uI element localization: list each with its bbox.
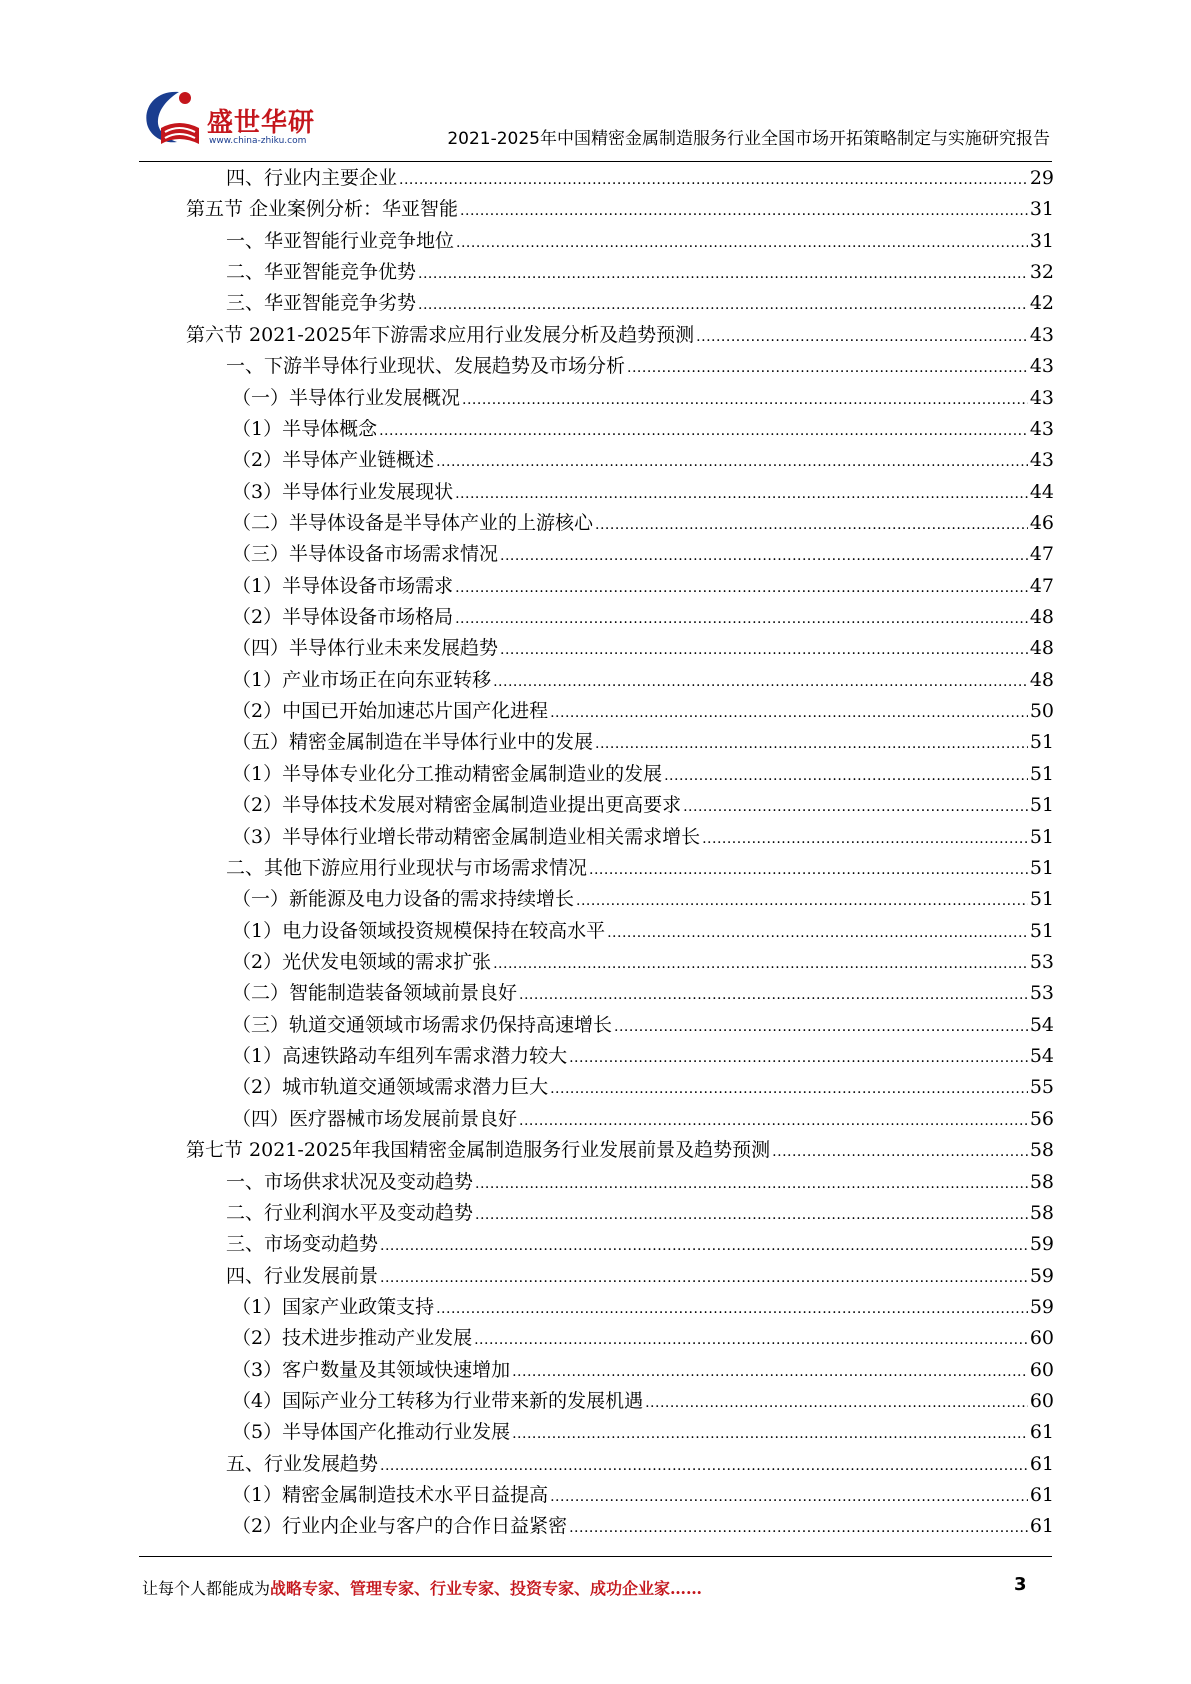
toc-dot-leader <box>589 862 1028 878</box>
toc-entry-title: （2）半导体产业链概述 <box>232 449 435 472</box>
toc-entry-title: 三、市场变动趋势 <box>226 1233 379 1256</box>
toc-entry[interactable] <box>186 665 1054 696</box>
toc-entry-title: 二、行业利润水平及变动趋势 <box>226 1201 474 1224</box>
toc-entry[interactable] <box>186 1104 1054 1135</box>
toc-entry-page: 50 <box>1029 700 1054 723</box>
toc-dot-leader <box>664 768 1028 784</box>
toc-entry[interactable] <box>186 1198 1054 1229</box>
toc-entry-title: （1）国家产业政策支持 <box>232 1295 435 1318</box>
toc-entry-title: （1）半导体设备市场需求 <box>232 574 454 597</box>
toc-dot-leader <box>550 1081 1028 1097</box>
toc-entry-page: 51 <box>1029 762 1054 785</box>
toc-entry-title: （三）轨道交通领域市场需求仍保持高速增长 <box>232 1013 613 1036</box>
toc-dot-leader <box>595 736 1028 752</box>
toc-entry-page: 61 <box>1029 1484 1054 1507</box>
toc-entry-title: （四）半导体行业未来发展趋势 <box>232 637 499 660</box>
toc-entry[interactable] <box>186 853 1054 884</box>
toc-entry[interactable] <box>186 508 1054 539</box>
toc-entry[interactable] <box>186 1010 1054 1041</box>
toc-entry-title: （五）精密金属制造在半导体行业中的发展 <box>232 731 594 754</box>
toc-entry[interactable] <box>186 602 1054 633</box>
toc-entry-title: 五、行业发展趋势 <box>226 1452 379 1475</box>
toc-entry[interactable] <box>186 1480 1054 1511</box>
toc-dot-leader <box>772 1144 1028 1160</box>
toc-entry-title: （四）医疗器械市场发展前景良好 <box>232 1107 518 1130</box>
toc-entry-title: （1）半导体专业化分工推动精密金属制造业的发展 <box>232 762 663 785</box>
toc-entry-page: 46 <box>1029 511 1054 534</box>
document-title: 2021-2025年中国精密金属制造服务行业全国市场开拓策略制定与实施研究报告 <box>447 129 1050 149</box>
toc-entry[interactable] <box>186 226 1054 257</box>
toc-dot-leader <box>493 674 1028 690</box>
toc-dot-leader <box>475 1207 1028 1223</box>
toc-entry[interactable] <box>186 414 1054 445</box>
toc-dot-leader <box>462 392 1028 408</box>
toc-entry-title: （一）半导体行业发展概况 <box>232 386 461 409</box>
toc-entry-title: （2）技术进步推动产业发展 <box>232 1327 473 1350</box>
toc-entry-page: 58 <box>1029 1201 1054 1224</box>
toc-entry-title: （3）半导体行业增长带动精密金属制造业相关需求增长 <box>232 825 701 848</box>
toc-entry-page: 42 <box>1029 292 1054 315</box>
toc-dot-leader <box>379 423 1028 439</box>
toc-entry[interactable] <box>186 1511 1054 1542</box>
toc-entry[interactable] <box>186 194 1054 225</box>
toc-entry-page: 54 <box>1029 1013 1054 1036</box>
toc-dot-leader <box>474 1332 1028 1348</box>
toc-entry-title: （三）半导体设备市场需求情况 <box>232 543 499 566</box>
toc-entry-title: 一、市场供求状况及变动趋势 <box>226 1170 474 1193</box>
toc-dot-leader <box>627 360 1028 376</box>
toc-entry-page: 53 <box>1029 950 1054 973</box>
toc-entry-page: 29 <box>1029 167 1054 189</box>
toc-entry-title: （3）客户数量及其领域快速增加 <box>232 1358 511 1381</box>
toc-entry-page: 59 <box>1029 1264 1054 1287</box>
toc-entry-page: 58 <box>1029 1139 1054 1162</box>
toc-entry-title: 四、行业内主要企业 <box>226 167 398 189</box>
toc-entry[interactable] <box>186 978 1054 1009</box>
toc-dot-leader <box>512 1364 1028 1380</box>
toc-entry-page: 51 <box>1029 825 1054 848</box>
toc-entry[interactable] <box>186 1449 1054 1480</box>
toc-entry-title: （1）产业市场正在向东亚转移 <box>232 668 492 691</box>
toc-entry[interactable] <box>186 445 1054 476</box>
toc-dot-leader <box>576 893 1028 909</box>
toc-entry-page: 55 <box>1029 1076 1054 1099</box>
toc-entry-title: 四、行业发展前景 <box>226 1264 379 1287</box>
toc-entry-title: （二）半导体设备是半导体产业的上游核心 <box>232 511 594 534</box>
toc-dot-leader <box>475 1176 1028 1192</box>
toc-entry-page: 43 <box>1029 355 1054 378</box>
toc-entry[interactable] <box>186 383 1054 414</box>
toc-dot-leader <box>418 297 1028 313</box>
toc-entry-title: 第六节 2021-2025年下游需求应用行业发展分析及趋势预测 <box>186 323 695 346</box>
toc-dot-leader <box>519 987 1028 1003</box>
toc-dot-leader <box>455 611 1028 627</box>
toc-dot-leader <box>702 831 1028 847</box>
toc-entry-page: 43 <box>1029 417 1054 440</box>
toc-entry[interactable] <box>186 1323 1054 1354</box>
toc-dot-leader <box>645 1395 1028 1411</box>
toc-entry-page: 60 <box>1029 1327 1054 1350</box>
toc-entry[interactable] <box>186 1292 1054 1323</box>
toc-dot-leader <box>380 1270 1028 1286</box>
toc-entry-page: 48 <box>1029 668 1054 691</box>
toc-entry[interactable] <box>186 320 1054 351</box>
toc-entry-page: 51 <box>1029 794 1054 817</box>
brand-name: 盛世华研 <box>207 108 316 138</box>
toc-entry-page: 44 <box>1029 480 1054 503</box>
toc-entry[interactable] <box>186 759 1054 790</box>
toc-entry[interactable] <box>186 1355 1054 1386</box>
toc-entry[interactable] <box>186 916 1054 947</box>
toc-dot-leader <box>456 235 1028 251</box>
toc-entry-title: （2）行业内企业与客户的合作日益紧密 <box>232 1515 568 1538</box>
toc-dot-leader <box>550 705 1028 721</box>
toc-entry[interactable] <box>186 1417 1054 1448</box>
toc-entry[interactable] <box>186 257 1054 288</box>
toc-entry-title: 三、华亚智能竞争劣势 <box>226 292 417 315</box>
toc-entry[interactable] <box>186 1041 1054 1072</box>
toc-entry-title: 一、华亚智能行业竞争地位 <box>226 229 455 252</box>
toc-entry-title: （1）电力设备领域投资规模保持在较高水平 <box>232 919 606 942</box>
toc-entry-page: 43 <box>1029 323 1054 346</box>
toc-entry[interactable] <box>186 1386 1054 1417</box>
toc-dot-leader <box>500 548 1028 564</box>
toc-entry[interactable] <box>186 822 1054 853</box>
toc-entry-title: （二）智能制造装备领域前景良好 <box>232 982 518 1005</box>
toc-entry-title: （一）新能源及电力设备的需求持续增长 <box>232 888 575 911</box>
toc-entry[interactable] <box>186 539 1054 570</box>
toc-entry[interactable] <box>186 477 1054 508</box>
toc-entry-title: （1）精密金属制造技术水平日益提高 <box>232 1484 549 1507</box>
toc-entry-title: （4）国际产业分工转移为行业带来新的发展机遇 <box>232 1390 644 1413</box>
toc-entry[interactable] <box>186 947 1054 978</box>
toc-entry-page: 47 <box>1029 574 1054 597</box>
toc-entry[interactable] <box>186 790 1054 821</box>
toc-dot-leader <box>519 1113 1028 1129</box>
toc-dot-leader <box>550 1489 1028 1505</box>
toc-entry-page: 51 <box>1029 888 1054 911</box>
toc-entry-title: （2）半导体技术发展对精密金属制造业提出更高要求 <box>232 794 682 817</box>
toc-entry-page: 59 <box>1029 1295 1054 1318</box>
toc-dot-leader <box>607 925 1028 941</box>
toc-entry-title: 第七节 2021-2025年我国精密金属制造服务行业发展前景及趋势预测 <box>186 1139 771 1162</box>
page-number: 3 <box>1014 1574 1027 1595</box>
toc-entry[interactable] <box>186 288 1054 319</box>
toc-entry-title: 二、其他下游应用行业现状与市场需求情况 <box>226 856 588 879</box>
toc-dot-leader <box>614 1019 1028 1035</box>
table-of-contents <box>186 163 1054 1543</box>
toc-entry-page: 47 <box>1029 543 1054 566</box>
toc-entry-title: （2）半导体设备市场格局 <box>232 606 454 629</box>
toc-entry-title: 第五节 企业案例分析：华亚智能 <box>186 198 459 221</box>
toc-entry-page: 31 <box>1029 229 1054 252</box>
toc-entry-page: 56 <box>1029 1107 1054 1130</box>
toc-entry-page: 54 <box>1029 1045 1054 1068</box>
toc-entry-title: 一、下游半导体行业现状、发展趋势及市场分析 <box>226 355 626 378</box>
footer-divider <box>139 1556 1052 1557</box>
toc-entry-page: 31 <box>1029 198 1054 221</box>
toc-entry-page: 61 <box>1029 1452 1054 1475</box>
toc-entry-page: 59 <box>1029 1233 1054 1256</box>
toc-entry-title: （5）半导体国产化推动行业发展 <box>232 1421 511 1444</box>
toc-entry[interactable] <box>186 1135 1054 1166</box>
toc-entry-page: 60 <box>1029 1390 1054 1413</box>
toc-dot-leader <box>436 1301 1028 1317</box>
toc-dot-leader <box>683 799 1028 815</box>
toc-dot-leader <box>380 1238 1028 1254</box>
toc-entry-page: 48 <box>1029 637 1054 660</box>
page-header <box>139 80 1052 164</box>
header-divider <box>139 161 1052 162</box>
slogan-accent: 战略专家、管理专家、行业专家、投资专家、成功企业家…… <box>270 1579 703 1598</box>
slogan-prefix: 让每个人都能成为 <box>142 1579 271 1598</box>
toc-entry-page: 53 <box>1029 982 1054 1005</box>
toc-dot-leader <box>569 1050 1028 1066</box>
toc-entry[interactable] <box>186 1167 1054 1198</box>
toc-entry[interactable] <box>186 351 1054 382</box>
toc-entry-title: （2）光伏发电领域的需求扩张 <box>232 950 492 973</box>
toc-entry-title: （3）半导体行业发展现状 <box>232 480 454 503</box>
toc-dot-leader <box>380 1458 1028 1474</box>
toc-entry-page: 48 <box>1029 606 1054 629</box>
toc-entry[interactable] <box>186 1261 1054 1292</box>
brand-url: www.china-zhiku.com <box>209 136 307 146</box>
toc-dot-leader <box>436 454 1028 470</box>
toc-dot-leader <box>455 486 1028 502</box>
toc-dot-leader <box>455 580 1028 596</box>
toc-entry[interactable] <box>186 884 1054 915</box>
toc-entry[interactable] <box>186 163 1054 194</box>
footer-slogan <box>142 1576 702 1599</box>
toc-dot-leader <box>696 329 1028 345</box>
toc-entry-title: （2）城市轨道交通领域需求潜力巨大 <box>232 1076 549 1099</box>
toc-entry[interactable] <box>186 1072 1054 1103</box>
toc-entry-page: 32 <box>1029 261 1054 284</box>
toc-entry-page: 60 <box>1029 1358 1054 1381</box>
toc-entry[interactable] <box>186 571 1054 602</box>
toc-dot-leader <box>460 203 1028 219</box>
toc-entry-page: 51 <box>1029 856 1054 879</box>
toc-entry[interactable] <box>186 633 1054 664</box>
toc-dot-leader <box>569 1520 1028 1536</box>
toc-entry-page: 61 <box>1029 1515 1054 1538</box>
toc-entry-page: 51 <box>1029 919 1054 942</box>
toc-entry-page: 51 <box>1029 731 1054 754</box>
toc-entry[interactable] <box>186 696 1054 727</box>
toc-entry-page: 43 <box>1029 386 1054 409</box>
toc-entry[interactable] <box>186 727 1054 758</box>
toc-dot-leader <box>493 956 1028 972</box>
toc-entry-title: （2）中国已开始加速芯片国产化进程 <box>232 700 549 723</box>
toc-entry-title: （1）半导体概念 <box>232 417 378 440</box>
toc-dot-leader <box>418 266 1028 282</box>
toc-entry-title: 二、华亚智能竞争优势 <box>226 261 417 284</box>
toc-entry-page: 43 <box>1029 449 1054 472</box>
toc-dot-leader <box>399 172 1028 188</box>
toc-dot-leader <box>512 1426 1028 1442</box>
toc-dot-leader <box>500 642 1028 658</box>
toc-entry-title: （1）高速铁路动车组列车需求潜力较大 <box>232 1045 568 1068</box>
toc-dot-leader <box>595 517 1028 533</box>
toc-entry-page: 61 <box>1029 1421 1054 1444</box>
toc-entry-page: 58 <box>1029 1170 1054 1193</box>
toc-entry[interactable] <box>186 1229 1054 1260</box>
